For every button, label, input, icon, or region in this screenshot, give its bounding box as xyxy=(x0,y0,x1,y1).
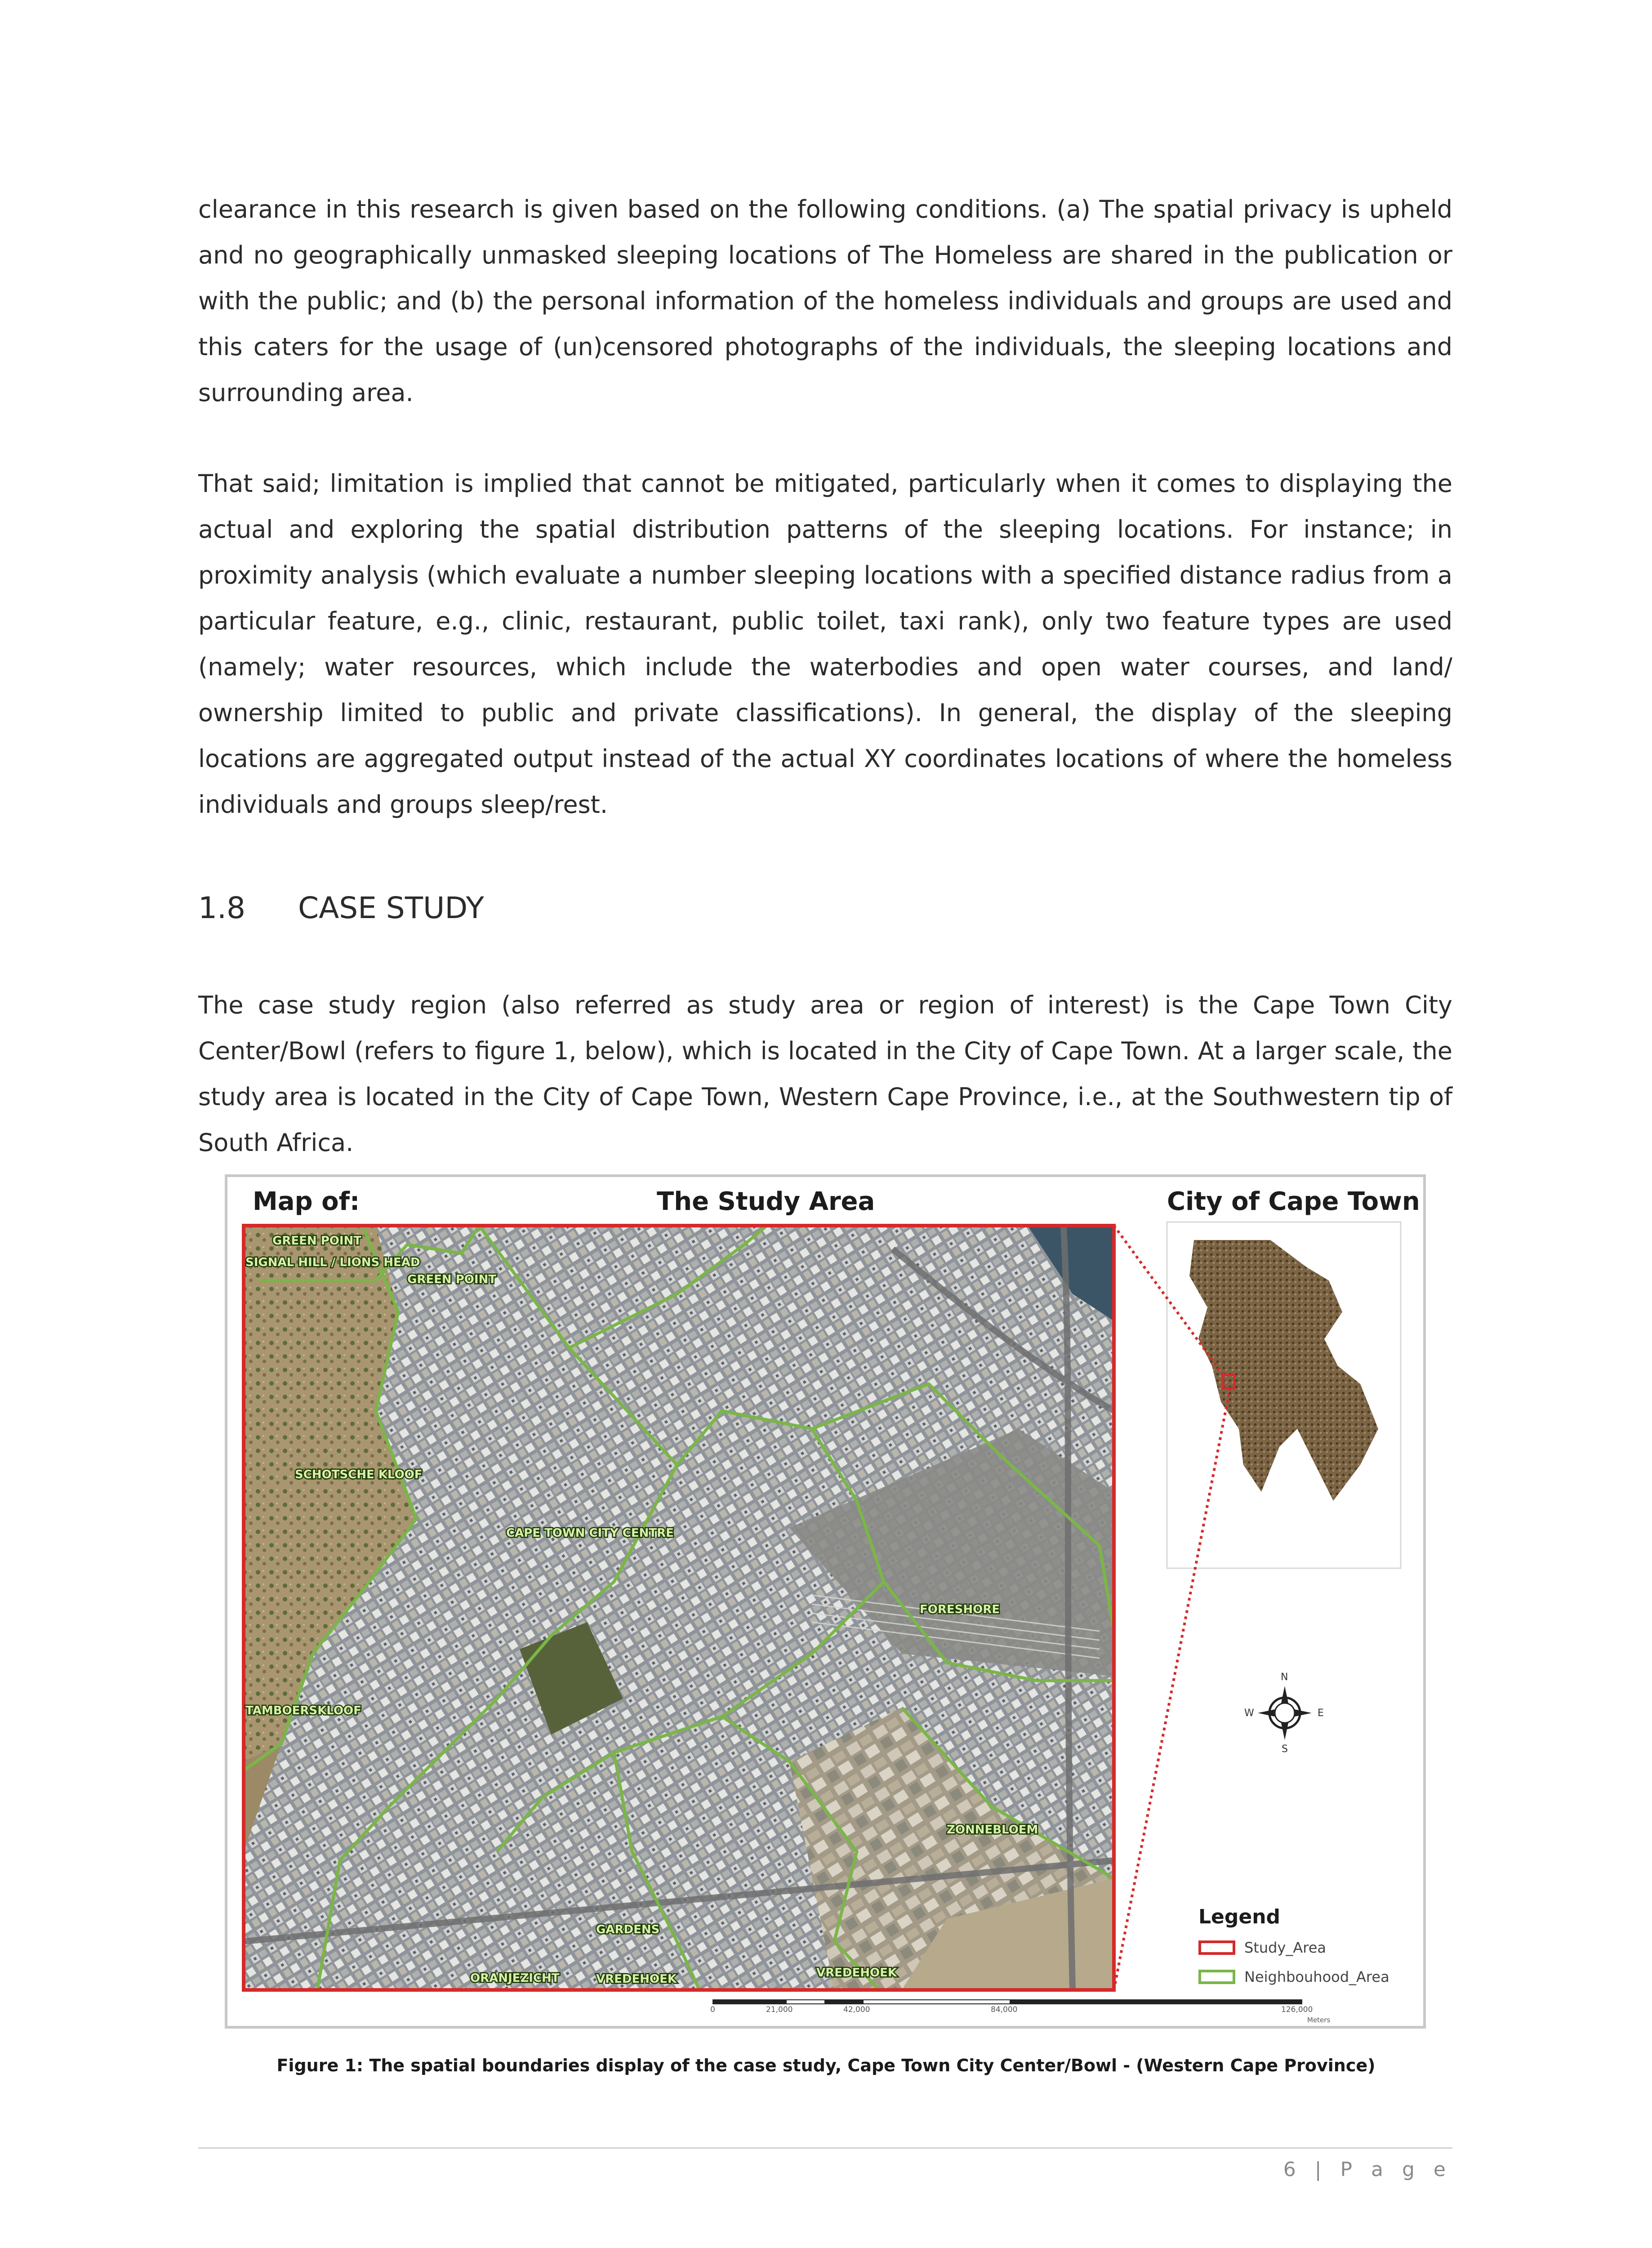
section-number: 1.8 xyxy=(198,891,245,925)
label-vredehoek-b: VREDEHOEK xyxy=(816,1966,897,1980)
scale-tick-4: 126,000 xyxy=(1281,2005,1313,2014)
label-foreshore: FORESHORE xyxy=(920,1603,1000,1616)
map-title-left: Map of: xyxy=(253,1187,360,1216)
study-area-map-figure xyxy=(225,1174,1426,2029)
figure-caption: Figure 1: The spatial boundaries display of the case study, Cape Town City Center/Bowl - (Western Cape Province) xyxy=(276,2056,1376,2075)
label-city-centre: CAPE TOWN CITY CENTRE xyxy=(506,1526,674,1540)
legend-item-neighbourhood-area xyxy=(1198,1968,1389,1985)
body-paragraph-2: That said; limitation is implied that cannot be mitigated, particularly when it comes to displaying the actual and exploring the spatial distribution patterns of the sleeping locations. For instance; in proximity analysis (which evaluate a number sleeping locations with a specified distance radius from a particular feature, e.g., clinic, restaurant, public toilet, taxi rank), only two feature types are used (namely; water resources, which include the waterbodies and open water courses, and land/ ownership limited to public and private classifications). In general, the display of the sleeping locations are aggregated output instead of the actual XY coordinates locations of where the homeless individuals and groups sleep/rest. xyxy=(198,469,1452,819)
legend-swatch-neighbourhood-area xyxy=(1198,1970,1235,1984)
label-tamboerskloof: TAMBOERSKLOOF xyxy=(245,1704,361,1717)
compass-e: E xyxy=(1318,1708,1324,1719)
compass-rose-icon xyxy=(1258,1686,1312,1740)
map-graphic xyxy=(227,1177,1423,2026)
label-gardens: GARDENS xyxy=(596,1923,660,1936)
scale-tick-2: 42,000 xyxy=(843,2005,870,2014)
label-oranjezicht: ORANJEZICHT xyxy=(470,1971,560,1985)
compass-w: W xyxy=(1244,1708,1254,1719)
label-green-point: GREEN POINT xyxy=(407,1273,497,1286)
label-vredehoek-a: VREDEHOEK xyxy=(596,1972,677,1986)
map-title-right: City of Cape Town xyxy=(1167,1187,1420,1216)
scale-tick-3: 84,000 xyxy=(991,2005,1018,2014)
section-title: CASE STUDY xyxy=(298,891,484,925)
label-zonnebloem: ZONNEBLOEM xyxy=(947,1823,1038,1837)
scale-tick-1: 21,000 xyxy=(766,2005,793,2014)
legend-swatch-study-area xyxy=(1198,1940,1235,1955)
legend-label-neighbourhood-area: Neighbouhood_Area xyxy=(1244,1968,1389,1985)
footer-divider xyxy=(198,2147,1452,2149)
body-paragraph-1: clearance in this research is given based on the following conditions. (a) The spatial privacy is upheld and no geographically unmasked sleeping locations of The Homeless are shared in the publication or with the public; and (b) the personal information of the homeless individuals and groups are used and this caters for the usage of (un)censored photographs of the individuals, the sleeping locations and surrounding area. xyxy=(198,195,1452,407)
section-heading xyxy=(198,888,484,928)
body-paragraph-3: The case study region (also referred as study area or region of interest) is the Cape Town City Center/Bowl (refers to figure 1, below), which is located in the City of Cape Town. At a larger scale, the study area is located in the City of Cape Town, Western Cape Province, i.e., at the Southwestern tip of South Africa. xyxy=(198,991,1452,1157)
legend-item-study-area xyxy=(1198,1939,1326,1956)
legend-title: Legend xyxy=(1198,1905,1281,1928)
compass-s: S xyxy=(1282,1744,1288,1755)
scale-bar xyxy=(713,2000,1302,2004)
page-number: 6 | P a g e xyxy=(1283,2158,1452,2181)
label-schotsche-kloof: SCHOTSCHE KLOOF xyxy=(295,1468,423,1481)
scale-tick-0: 0 xyxy=(710,2005,715,2014)
label-signal-hill: SIGNAL HILL / LIONS HEAD xyxy=(245,1256,420,1269)
compass-n: N xyxy=(1281,1672,1288,1683)
legend-label-study-area: Study_Area xyxy=(1244,1939,1327,1956)
map-title-center: The Study Area xyxy=(657,1187,875,1216)
label-green-point-top: GREEN POINT xyxy=(272,1234,362,1248)
scale-unit: Meters xyxy=(1307,2016,1331,2024)
